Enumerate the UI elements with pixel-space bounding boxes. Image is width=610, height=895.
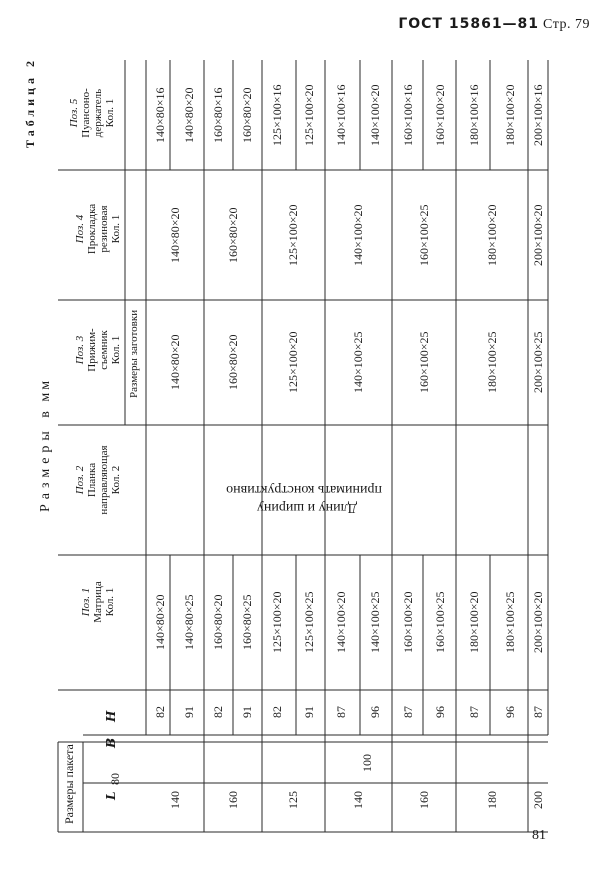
pos3-size: 160×100×25 [416,331,431,393]
pos4-size: 200×100×20 [530,204,545,266]
column-header-H: H [104,710,118,722]
pos3-size: 200×100×25 [530,331,545,393]
pos5-size: 160×100×20 [432,84,447,146]
pos2-qty: Кол. 2 [110,465,122,495]
h-value: 87 [530,706,545,718]
pos5-size: 125×100×16 [270,84,285,146]
h-value: 82 [153,706,167,718]
blank-sizes-label: Размеры заготовки [128,309,140,398]
sizes-caption [38,378,54,512]
pos5-size: 180×100×20 [502,84,517,146]
column-header-pos4 [74,174,122,284]
pos5-size: 140×80×20 [182,87,196,143]
pos1-size: 160×80×25 [240,594,254,650]
pos1-size: 140×80×25 [182,594,196,650]
column-header-B: B [104,737,118,748]
pos5-number: Поз. 5 [68,98,80,128]
pos5-size: 160×100×16 [400,84,415,146]
pos3-size: 140×80×20 [167,334,182,390]
pos1-size: 200×100×20 [530,591,545,653]
sizes-unit: в мм [38,377,53,418]
pos5-size: 140×80×16 [153,87,167,143]
l-value: 160 [225,791,240,809]
pos4-size: 160×80×20 [225,207,240,263]
h-value: 96 [367,706,382,718]
pos1-size: 140×100×20 [334,591,349,653]
b-value-80: 80 [108,773,122,785]
pos1-size: 125×100×20 [270,591,285,653]
pos5-size: 180×100×16 [466,84,481,146]
package-group-header: Размеры пакета [62,744,76,824]
l-value: 125 [286,791,300,809]
h-value: 91 [301,706,316,718]
pos5-qty: Кол. 1 [104,98,116,128]
pos1-name: Матрица [92,581,104,623]
column-header-L: L [104,791,118,800]
construction-note [226,480,382,516]
pos5-size: 140×100×16 [334,84,349,146]
pos4-name-1: Прокладка [86,203,98,255]
pos1-size: 180×100×25 [502,591,517,653]
note-line-2: принимать конструктивно [226,482,382,497]
pos3-size: 125×100×20 [286,331,300,393]
pos2-name-2: направляющая [98,445,110,515]
standard-code: ГОСТ 15861—81 [398,16,540,32]
column-header-pos1 [80,552,116,652]
h-value: 96 [502,706,517,718]
pos3-qty: Кол. 1 [110,335,122,365]
pos1-size: 180×100×20 [466,591,481,653]
pos1-size: 160×100×20 [400,591,415,653]
pos4-size: 160×100×25 [416,204,431,266]
pos1-qty: Кол. 1 [104,587,116,617]
pos5-size: 160×80×16 [211,87,225,143]
pos5-name-2: держатель [92,88,104,138]
pos4-size: 180×100×20 [484,204,499,266]
h-value: 87 [400,706,415,718]
l-value: 140 [351,791,365,809]
pos4-qty: Кол. 1 [110,214,122,244]
table-title: Таблица 2 [23,57,37,148]
pos4-size: 125×100×20 [286,204,300,266]
pos2-name-1: Планка [86,462,98,498]
pos5-size: 160×80×20 [240,87,254,143]
h-value: 87 [466,706,481,718]
pos1-size: 140×100×25 [367,591,382,653]
note-line-1: Длину и ширину [256,500,358,515]
page-reference: Стр. 79 [543,17,590,32]
pos1-size: 160×80×20 [211,594,225,650]
column-header-pos2 [74,425,122,535]
h-value: 82 [211,706,225,718]
h-value: 96 [432,706,447,718]
pos4-size: 140×80×20 [167,207,182,263]
pos4-number: Поз. 4 [74,214,86,244]
pos3-name-1: Прижим- [86,328,98,372]
l-value: 180 [484,791,499,809]
pos4-name-2: резиновая [98,205,110,253]
h-value: 91 [182,706,196,718]
l-value: 160 [416,791,431,809]
pos3-name-2: съемник [98,330,110,370]
pos5-size: 140×100×20 [367,84,382,146]
pos5-name-1: Пуансоно- [80,88,92,138]
b-value-100: 100 [360,754,374,772]
h-value: 82 [270,706,285,718]
pos3-size: 180×100×25 [484,331,499,393]
page-number: 81 [532,828,546,843]
pos5-size: 125×100×20 [301,84,316,146]
pos3-size: 140×100×25 [351,331,365,393]
pos1-size: 140×80×20 [153,594,167,650]
l-value: 140 [167,791,182,809]
pos2-number: Поз. 2 [74,465,86,495]
h-value: 87 [334,706,349,718]
pos1-size: 160×100×25 [432,591,447,653]
pos1-number: Поз. 1 [80,587,92,617]
pos1-size: 125×100×25 [301,591,316,653]
sizes-word: Размеры [38,426,53,512]
column-header-pos5 [68,58,116,168]
pos4-size: 140×100×20 [351,204,365,266]
h-value: 91 [240,706,254,718]
pos3-number: Поз. 3 [74,335,86,365]
column-header-pos3 [74,300,122,400]
pos3-size: 160×80×20 [225,334,240,390]
pos5-size: 200×100×16 [530,84,545,146]
l-value: 200 [530,791,545,809]
